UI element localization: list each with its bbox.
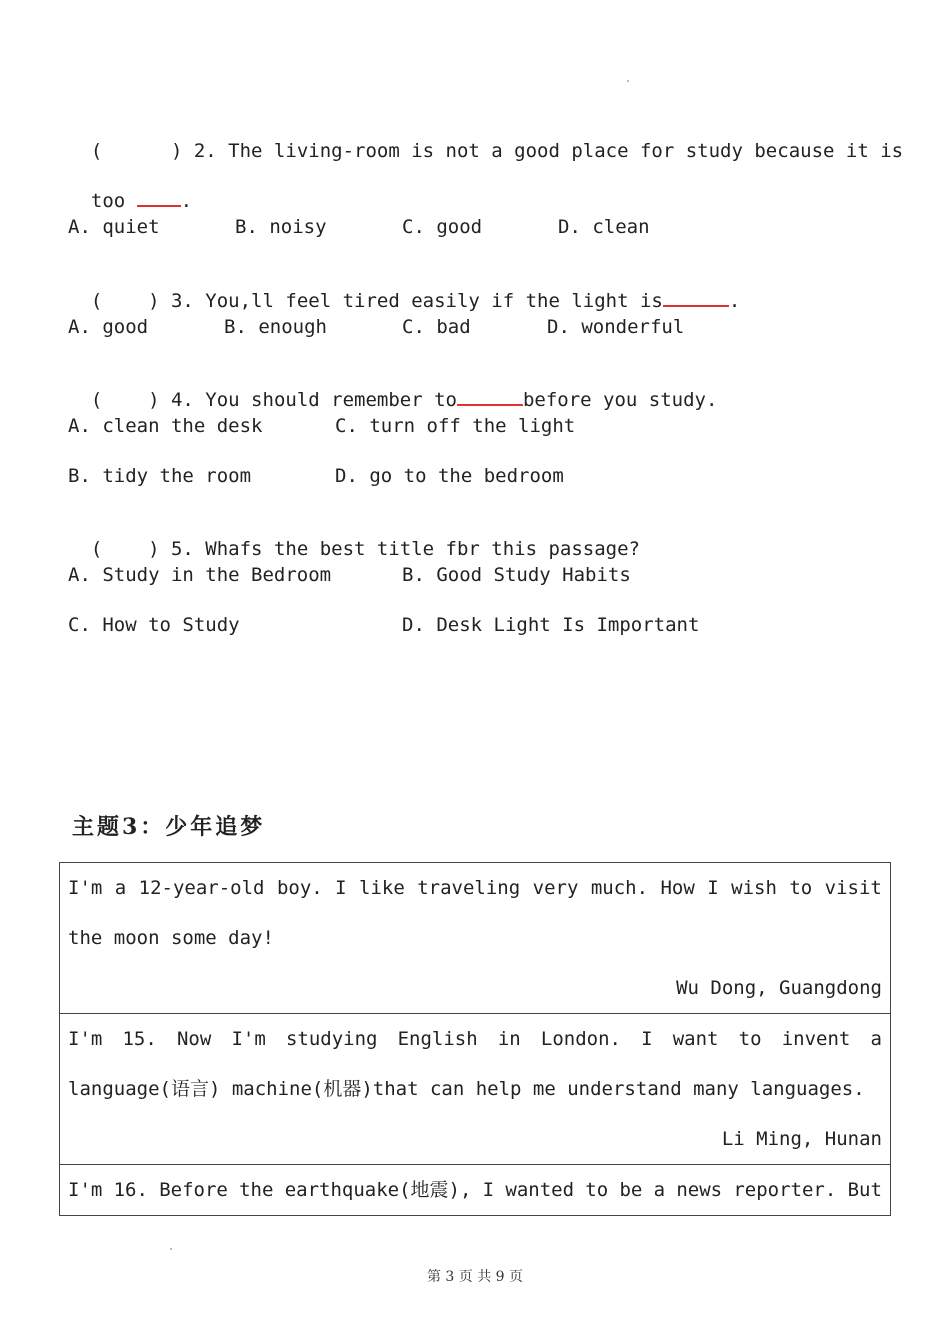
question-3-period: .	[728, 290, 741, 312]
question-5-paren: (	[90, 538, 103, 560]
q2-option-c[interactable]: C. good	[402, 216, 483, 238]
table-word: studying	[285, 1028, 378, 1050]
dreams-table	[59, 862, 891, 1216]
q5-option-b[interactable]: B. Good Study Habits	[402, 564, 631, 586]
table-word: I'm	[231, 1028, 266, 1050]
answer-blank[interactable]	[663, 291, 729, 307]
q2-option-b[interactable]: B. noisy	[235, 216, 327, 238]
table-word: to	[585, 1179, 609, 1201]
table-row	[60, 1014, 891, 1165]
question-2-text: ) 2. The living-room is not a good place for study because it is	[170, 140, 904, 162]
table-word: in	[497, 1028, 521, 1050]
table-word: 15.	[122, 1028, 157, 1050]
table-word: want	[672, 1028, 719, 1050]
question-2-line1	[68, 115, 903, 163]
row2-author: Li Ming, Hunan	[721, 1128, 882, 1150]
question-2-line2	[68, 165, 192, 213]
table-word: London.	[540, 1028, 621, 1050]
table-word: very	[532, 877, 579, 899]
table-word: to	[738, 1028, 762, 1050]
scan-dot	[627, 80, 629, 82]
table-word: I	[641, 1028, 653, 1050]
question-2-period: .	[180, 190, 193, 212]
question-3-text: ) 3. You,ll feel tired easily if the light is	[148, 290, 663, 312]
table-word: like	[359, 877, 405, 899]
table-row	[60, 1165, 891, 1216]
q3-option-d[interactable]: D. wonderful	[547, 316, 685, 338]
table-word: 12-year-old	[138, 877, 265, 899]
question-3-paren: (	[90, 290, 103, 312]
row2-line1	[68, 1014, 882, 1064]
section-title: 主题3：少年追梦	[72, 814, 266, 840]
table-word: a	[114, 877, 127, 899]
row1-line1	[68, 863, 882, 913]
row3-line1	[68, 1165, 882, 1215]
table-word: be	[619, 1179, 643, 1201]
table-word: to	[789, 877, 813, 899]
table-cell	[60, 1165, 891, 1216]
q2-option-d[interactable]: D. clean	[558, 216, 650, 238]
table-word: 16.	[113, 1179, 148, 1201]
question-4-text-end: before you study.	[522, 389, 718, 411]
table-word: I	[707, 877, 719, 899]
table-word: traveling	[417, 877, 521, 899]
table-word: news	[676, 1179, 723, 1201]
table-word: I	[335, 877, 347, 899]
row1-line2: the moon some day!	[68, 927, 274, 949]
q5-option-c[interactable]: C. How to Study	[68, 614, 240, 636]
q3-option-c[interactable]: C. bad	[402, 316, 471, 338]
table-word: wish	[731, 877, 777, 899]
q4-option-c[interactable]: C. turn off the light	[335, 415, 576, 437]
table-word: English	[397, 1028, 478, 1050]
table-row	[60, 863, 891, 1014]
question-5-text: ) 5. Whafs the best title fbr this passage?	[148, 538, 640, 560]
q5-option-d[interactable]: D. Desk Light Is Important	[402, 614, 700, 636]
q2-option-a[interactable]: A. quiet	[68, 216, 160, 238]
question-4-paren: (	[90, 389, 103, 411]
row2-line2: language(语言) machine(机器)that can help me understand many languages.	[68, 1078, 865, 1100]
table-word: reporter.	[733, 1179, 837, 1201]
question-4-text: ) 4. You should remember to	[148, 389, 457, 411]
table-word: visit	[824, 877, 882, 899]
answer-blank[interactable]	[457, 390, 523, 406]
table-word: I'm	[68, 1028, 103, 1050]
table-word: I'm	[68, 877, 103, 899]
q3-option-a[interactable]: A. good	[68, 316, 149, 338]
table-word: a	[653, 1179, 666, 1201]
table-word: earthquake(地震),	[284, 1179, 472, 1201]
table-word: a	[870, 1028, 882, 1050]
table-word: Now	[176, 1028, 212, 1050]
table-word: invent	[781, 1028, 851, 1050]
q4-option-a[interactable]: A. clean the desk	[68, 415, 263, 437]
table-word: I'm	[68, 1179, 103, 1201]
q4-option-b[interactable]: B. tidy the room	[68, 465, 252, 487]
question-3-line	[68, 265, 740, 313]
table-word: How	[660, 877, 695, 899]
table-cell	[60, 863, 891, 1014]
q3-option-b[interactable]: B. enough	[224, 316, 327, 338]
q5-option-a[interactable]: A. Study in the Bedroom	[68, 564, 332, 586]
row1-author: Wu Dong, Guangdong	[676, 977, 882, 999]
question-2-paren: (	[90, 140, 103, 162]
q4-option-d[interactable]: D. go to the bedroom	[335, 465, 564, 487]
table-word: But	[847, 1179, 882, 1201]
table-word: boy.	[276, 877, 323, 899]
table-word: much.	[590, 877, 649, 899]
table-word: the	[239, 1179, 274, 1201]
question-5-line	[68, 513, 640, 561]
question-2-text-cont: too	[90, 190, 126, 212]
table-cell	[60, 1014, 891, 1165]
scan-dot	[170, 1248, 172, 1250]
page-footer: 第 3 页 共 9 页	[426, 1269, 524, 1285]
table-word: I	[482, 1179, 495, 1201]
question-4-line	[68, 364, 717, 412]
answer-blank[interactable]	[137, 191, 181, 207]
table-word: wanted	[505, 1179, 575, 1201]
table-word: Before	[159, 1179, 228, 1201]
